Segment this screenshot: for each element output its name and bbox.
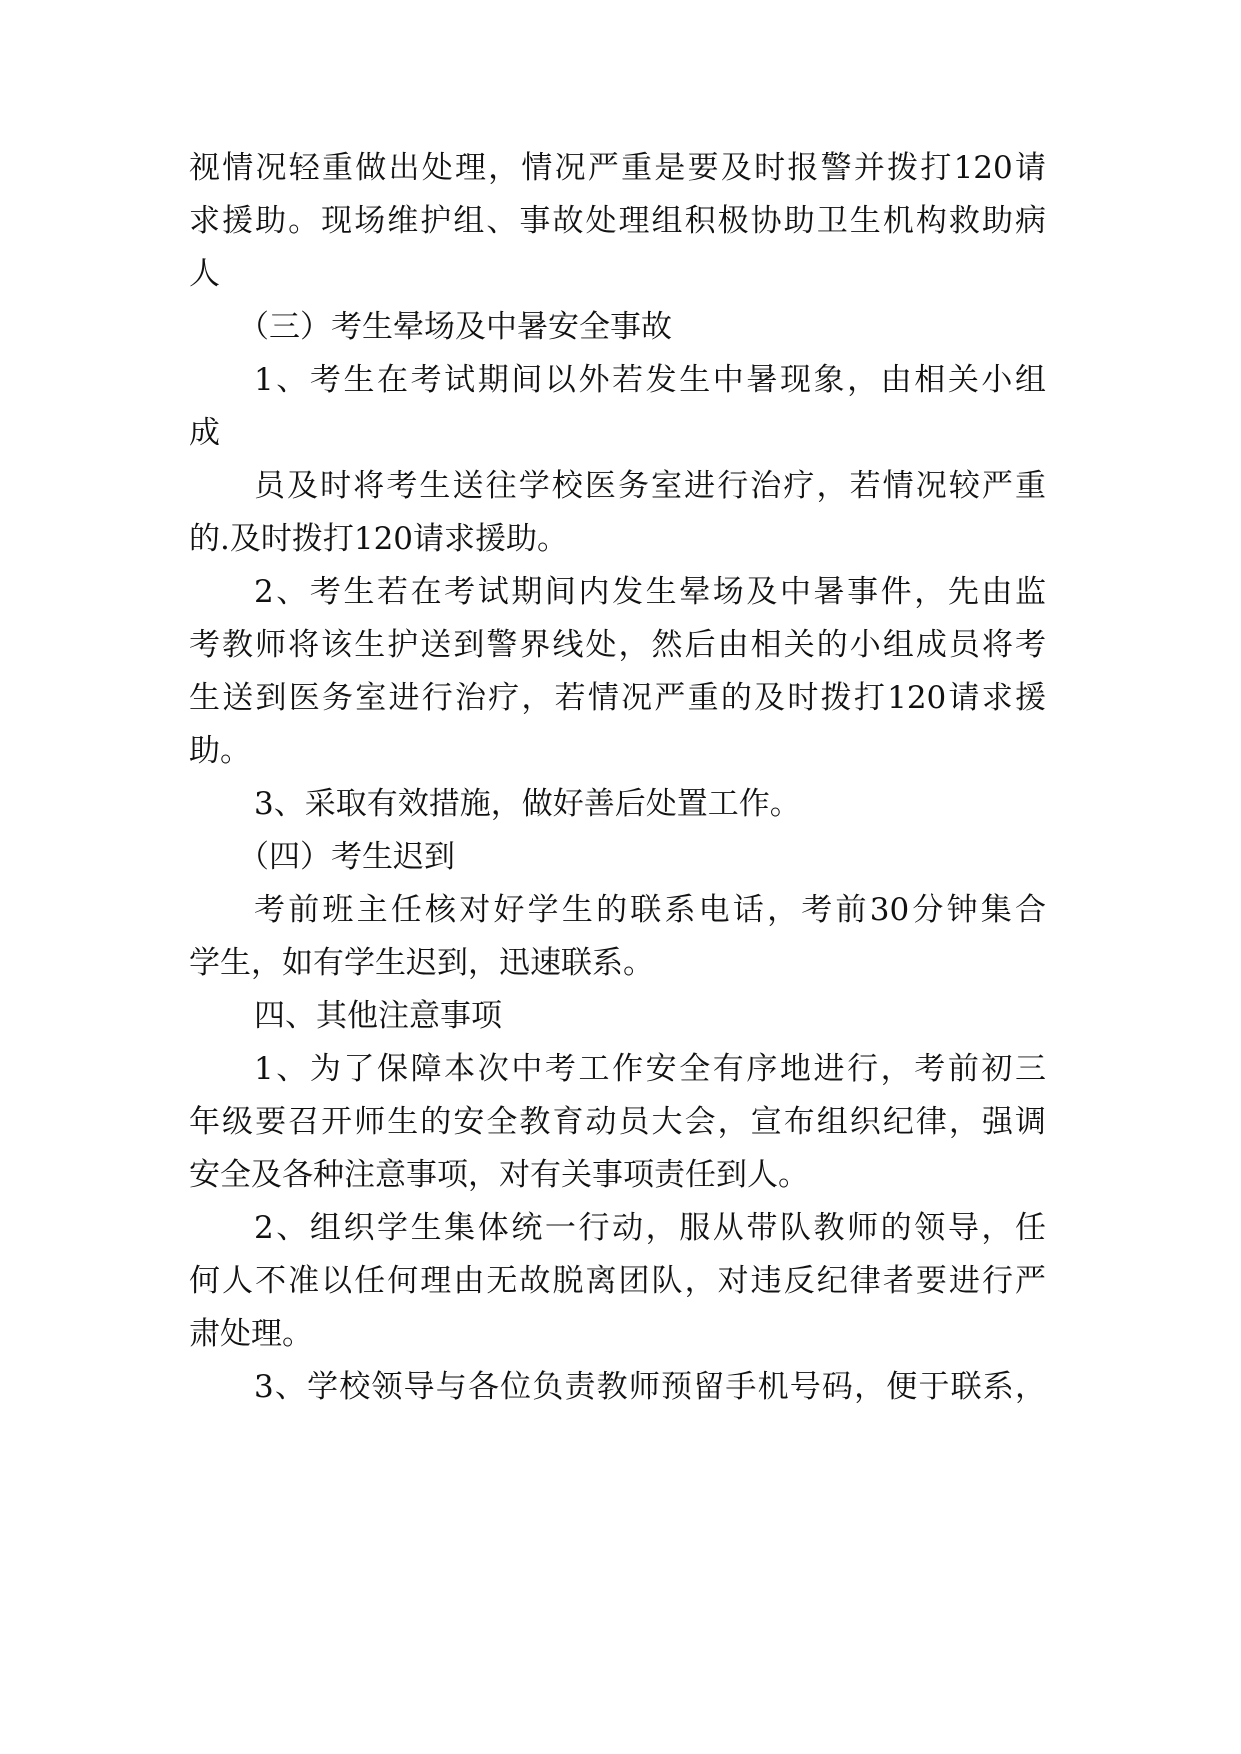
- text-line: 生送到医务室进行治疗，若情况严重的及时拨打120请求援: [189, 680, 1046, 716]
- text-line: 考教师将该生护送到警界线处，然后由相关的小组成员将考: [189, 627, 1046, 663]
- text-line: 3、采取有效措施，做好善后处置工作。: [254, 786, 801, 822]
- text-line: 1、为了保障本次中考工作安全有序地进行，考前初三: [254, 1051, 1046, 1087]
- text-line: 何人不准以任何理由无故脱离团队，对违反纪律者要进行严: [189, 1263, 1046, 1299]
- text-line: 3、学校领导与各位负责教师预留手机号码，便于联系，: [254, 1369, 1046, 1405]
- text-line: 助。: [189, 733, 251, 769]
- text-line: 求援助。现场维护组、事故处理组积极协助卫生机构救助病: [189, 203, 1046, 239]
- text-line: 的.及时拨打120请求援助。: [189, 521, 569, 557]
- section-heading: （四）考生迟到: [238, 839, 455, 875]
- section-heading: 四、其他注意事项: [254, 998, 502, 1034]
- text-line: 肃处理。: [189, 1316, 313, 1352]
- text-line: 人: [189, 256, 220, 292]
- text-line: 2、考生若在考试期间内发生晕场及中暑事件，先由监: [254, 574, 1046, 610]
- text-line: 安全及各种注意事项，对有关事项责任到人。: [189, 1157, 809, 1193]
- text-line: 学生，如有学生迟到，迅速联系。: [189, 945, 654, 981]
- text-line: 视情况轻重做出处理，情况严重是要及时报警并拨打120请: [189, 150, 1046, 186]
- text-line: 员及时将考生送往学校医务室进行治疗，若情况较严重: [254, 468, 1046, 504]
- text-line: 1、考生在考试期间以外若发生中暑现象，由相关小组: [254, 362, 1046, 398]
- text-line: 成: [189, 415, 220, 451]
- section-heading: （三）考生晕场及中暑安全事故: [238, 309, 672, 345]
- text-line: 考前班主任核对好学生的联系电话，考前30分钟集合: [254, 892, 1046, 928]
- text-line: 年级要召开师生的安全教育动员大会，宣布组织纪律，强调: [189, 1104, 1046, 1140]
- text-line: 2、组织学生集体统一行动，服从带队教师的领导，任: [254, 1210, 1046, 1246]
